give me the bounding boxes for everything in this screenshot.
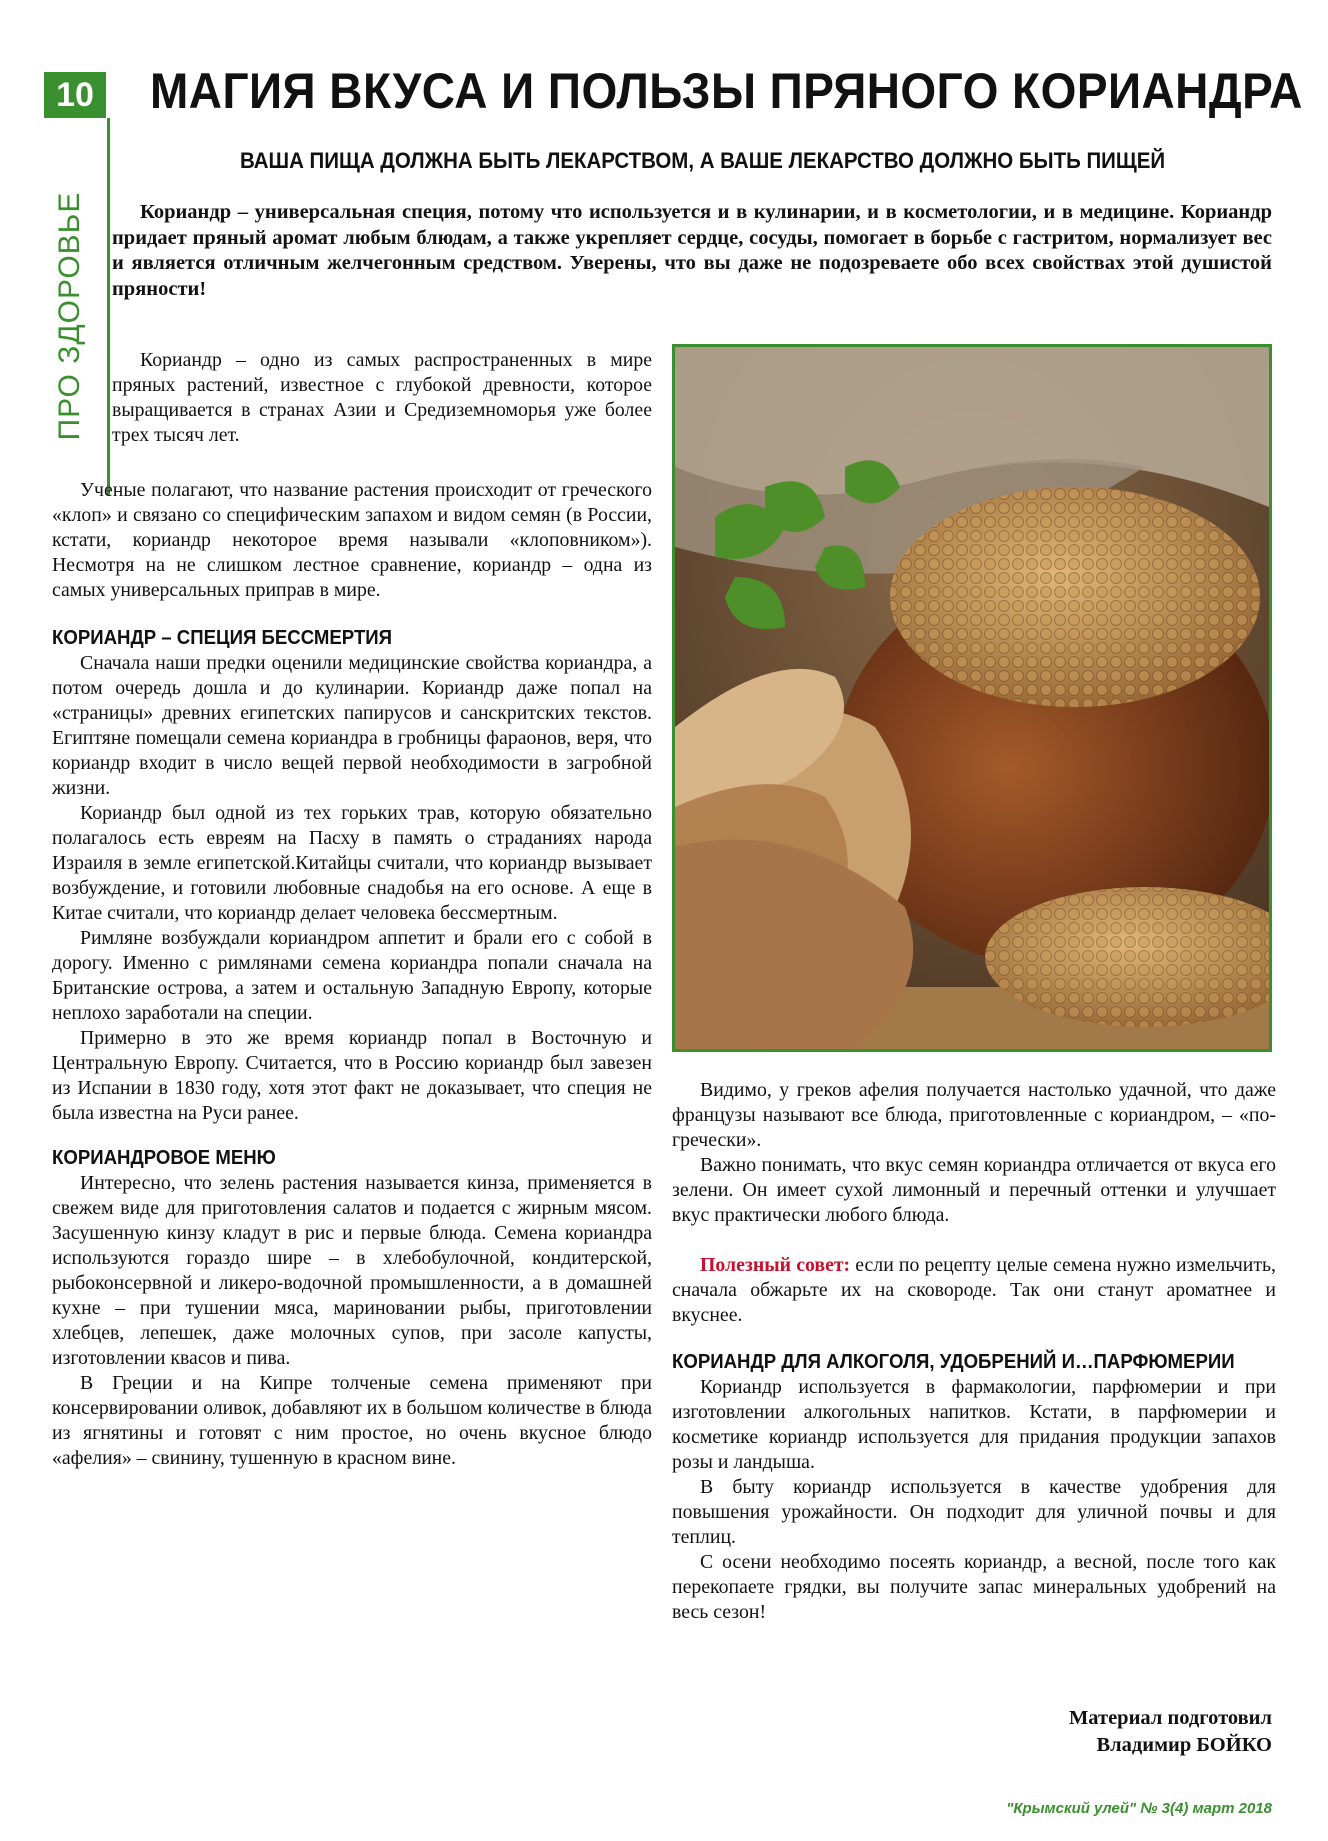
coriander-photo — [672, 344, 1272, 1052]
body-paragraph: Римляне возбуждали кориандром аппетит и брали его с собой в дорогу. Именно с римлянами семена кориандра попали сначала на Британские острова, а затем и остальную Западную Европу, которые неплохо заработали на специи. — [52, 927, 652, 1024]
credit-line-1: Материал подготовил — [1068, 1707, 1272, 1729]
body-paragraph: Кориандр используется в фармакологии, парфюмерии и при изготовлении алкогольных напитков. Кстати, в парфюмерии и косметике кориандр используется для придания продукции запахов розы и ландыша. — [672, 1376, 1276, 1473]
author-credit — [900, 1705, 1272, 1759]
body-paragraph: Кориандр был одной из тех горьких трав, которую обязательно полагалось есть евреям на Пасху в память о страданиях народа Израиля в земле египетской.Китайцы считали, что кориандр вызывает возбуждение, и готовили любовные снадобья на его основе. А еще в Китае считали, что кориандр делает человека бессмертным. — [52, 802, 652, 924]
credit-author-name: Владимир БОЙКО — [1096, 1734, 1272, 1756]
section-heading-immortality: КОРИАНДР – СПЕЦИЯ БЕССМЕРТИЯ — [52, 627, 393, 649]
page-number: 10 — [44, 72, 106, 118]
lead-paragraph: Кориандр – универсальная специя, потому что используется и в кулинарии, и в косметологии, и в медицине. Кориандр придает пряный аромат любым блюдам, а также укрепляет сердце, сосуды, помогает в борьбе с гастритом, нормализует вес и является отличным желчегонным средством. Уверены, что вы даже не подозреваете обо всех свойствах этой душистой пряности! — [112, 201, 1272, 300]
body-paragraph: Важно понимать, что вкус семян кориандра отличается от вкуса его зелени. Он имеет сухой лимонный и перечный оттенки и улучшает вкус практически любого блюда. — [672, 1154, 1276, 1226]
intro-block — [112, 348, 652, 448]
right-column — [672, 1078, 1276, 1625]
useful-tip-label: Полезный совет: — [700, 1254, 851, 1276]
body-paragraph: С осени необходимо посеять кориандр, а весной, после того как перекопаете грядки, вы получите запас минеральных удобрений на весь сезон! — [672, 1551, 1276, 1623]
body-paragraph: В Греции и на Кипре толченые семена применяют при консервировании оливок, добавляют их в большом количестве в блюда из ягнятины и готовят с ним простое, но очень вкусное блюдо «афелия» – свинину, тушенную в красном вине. — [52, 1372, 652, 1469]
section-heading-alcohol-fertilizers-perfume: КОРИАНДР ДЛЯ АЛКОГОЛЯ, УДОБРЕНИЙ И…ПАРФЮМЕРИИ — [672, 1351, 1235, 1373]
coriander-bowl-image — [675, 347, 1269, 1049]
body-paragraph: В быту кориандр используется в качестве удобрения для повышения урожайности. Он подходит для уличной почвы и для теплиц. — [672, 1476, 1276, 1548]
left-column — [52, 478, 652, 1471]
intro-paragraph-1: Кориандр – одно из самых распространенных в мире пряных растений, известное с глубокой древности, которое выращивается в странах Азии и Средиземноморья уже более трех тысяч лет. — [112, 349, 652, 446]
section-label-text: ПРО ЗДОРОВЬЕ — [53, 191, 86, 441]
intro-paragraph-2: Ученые полагают, что название растения происходит от греческого «клоп» и связано со специфическим запахом и видом семян (в России, кстати, кориандр некоторое время называли «клоповником»). Несмотря на не слишком лестное сравнение, кориандр – одна из самых универсальных приправ в мире. — [52, 479, 652, 601]
article-subheadline: ВАША ПИЩА ДОЛЖНА БЫТЬ ЛЕКАРСТВОМ, А ВАШЕ ЛЕКАРСТВО ДОЛЖНО БЫТЬ ПИЩЕЙ — [240, 148, 1166, 173]
magazine-footer: "Крымский улей" № 3(4) март 2018 — [1006, 1800, 1272, 1817]
useful-tip-text: если по рецепту целые семена нужно измельчить, сначала обжарьте их на сковороде. Так они станут ароматнее и вкуснее. — [672, 1254, 1276, 1326]
section-heading-menu: КОРИАНДРОВОЕ МЕНЮ — [52, 1147, 276, 1169]
body-paragraph: Видимо, у греков афелия получается настолько удачной, что даже французы называют все блюда, приготовленные с кориандром, – «по-гречески». — [672, 1079, 1276, 1151]
article-headline: МАГИЯ ВКУСА И ПОЛЬЗЫ ПРЯНОГО КОРИАНДРА — [150, 63, 1303, 119]
body-paragraph: Сначала наши предки оценили медицинские свойства кориандра, а потом очередь дошла и до кулинарии. Кориандр даже попал на «страницы» древних египетских папирусов и санскритских текстов. Египтяне помещали семена кориандра в гробницы фараонов, веря, что кориандр входит в число вещей первой необходимости в загробной жизни. — [52, 652, 652, 799]
section-label — [38, 186, 102, 446]
body-paragraph: Примерно в это же время кориандр попал в Восточную и Центральную Европу. Считается, что в Россию кориандр был завезен из Испании в 1830 году, хотя этот факт не доказывает, что специя не была известна на Руси ранее. — [52, 1027, 652, 1124]
section-divider-line — [107, 118, 110, 495]
useful-tip — [672, 1253, 1276, 1328]
body-paragraph: Интересно, что зелень растения называется кинза, применяется в свежем виде для приготовления салатов и подается с жирным мясом. Засушенную кинзу кладут в рис и первые блюда. Семена кориандра используются гораздо шире – в хлебобулочной, кондитерской, рыбоконсервной и ликеро-водочной промышленности, а в домашней кухне – при тушении мяса, мариновании рыбы, приготовлении хлебцев, лепешек, даже молочных супов, при засоле капусты, изготовлении квасов и пива. — [52, 1172, 652, 1369]
